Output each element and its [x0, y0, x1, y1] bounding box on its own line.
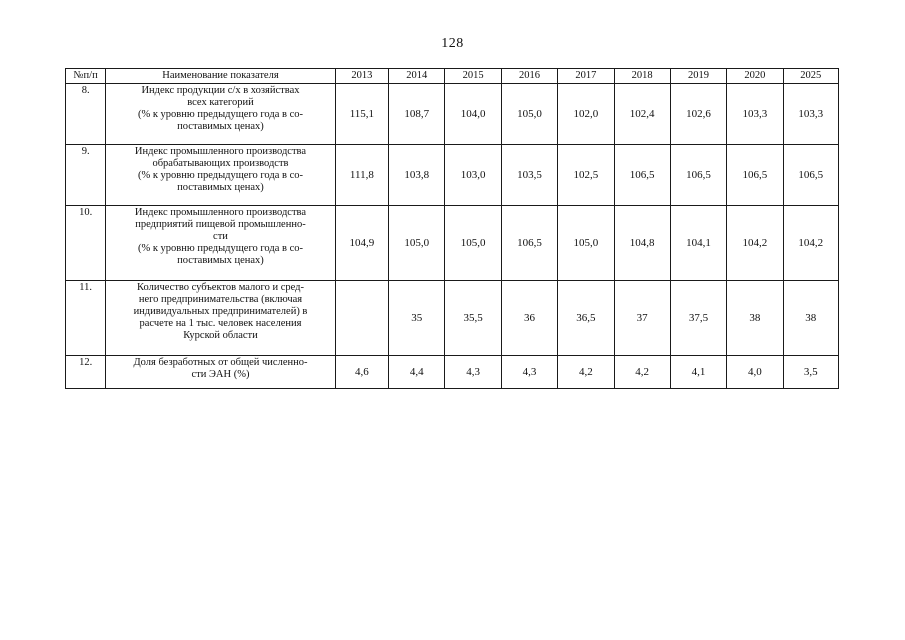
value-cell: 104,1	[670, 206, 726, 281]
value-cell: 38	[727, 281, 783, 356]
value-cell: 4,6	[335, 356, 388, 389]
indicator-name: Доля безработных от общей численно- сти ЭАН (%)	[106, 356, 335, 389]
row-number: 9.	[66, 145, 106, 206]
table-row	[66, 281, 839, 356]
value-cell: 103,3	[783, 84, 838, 145]
header-year: 2013	[335, 69, 388, 84]
header-year: 2015	[445, 69, 501, 84]
value-cell: 106,5	[501, 206, 557, 281]
value-cell: 37,5	[670, 281, 726, 356]
value-cell: 104,9	[335, 206, 388, 281]
value-cell: 3,5	[783, 356, 838, 389]
table-header-row	[66, 69, 839, 84]
value-cell: 37	[614, 281, 670, 356]
value-cell: 35	[389, 281, 445, 356]
value-cell: 106,5	[670, 145, 726, 206]
table-row	[66, 206, 839, 281]
value-cell: 105,0	[389, 206, 445, 281]
value-cell: 104,2	[783, 206, 838, 281]
value-cell: 104,2	[727, 206, 783, 281]
value-cell: 102,4	[614, 84, 670, 145]
value-cell: 115,1	[335, 84, 388, 145]
row-number: 10.	[66, 206, 106, 281]
value-cell: 108,7	[389, 84, 445, 145]
indicator-name: Количество субъектов малого и сред- него предпринимательства (включая индивидуальных предпринимателей) в расчете на 1 тыс. человек населения Курской области	[106, 281, 335, 356]
value-cell: 106,5	[614, 145, 670, 206]
table-row	[66, 84, 839, 145]
value-cell: 103,5	[501, 145, 557, 206]
value-cell: 4,3	[501, 356, 557, 389]
value-cell: 105,0	[501, 84, 557, 145]
value-cell: 36	[501, 281, 557, 356]
header-year: 2014	[389, 69, 445, 84]
value-cell: 35,5	[445, 281, 501, 356]
value-cell: 102,0	[558, 84, 614, 145]
value-cell: 4,4	[389, 356, 445, 389]
row-number: 12.	[66, 356, 106, 389]
value-cell: 102,5	[558, 145, 614, 206]
indicators-table	[65, 68, 839, 389]
value-cell: 103,3	[727, 84, 783, 145]
page-number: 128	[441, 36, 464, 51]
value-cell: 104,8	[614, 206, 670, 281]
header-num: №п/п	[66, 69, 106, 84]
indicator-name: Индекс продукции с/х в хозяйствах всех категорий (% к уровню предыдущего года в со- поставимых ценах)	[106, 84, 335, 145]
indicator-name: Индекс промышленного производства предприятий пищевой промышленно- сти (% к уровню предыдущего года в со- поставимых ценах)	[106, 206, 335, 281]
header-year: 2019	[670, 69, 726, 84]
value-cell: 4,3	[445, 356, 501, 389]
header-year: 2020	[727, 69, 783, 84]
value-cell: 106,5	[727, 145, 783, 206]
value-cell: 105,0	[445, 206, 501, 281]
value-cell: 36,5	[558, 281, 614, 356]
header-name: Наименование показателя	[106, 69, 335, 84]
row-number: 11.	[66, 281, 106, 356]
value-cell: 103,0	[445, 145, 501, 206]
value-cell: 38	[783, 281, 838, 356]
value-cell: 103,8	[389, 145, 445, 206]
value-cell: 104,0	[445, 84, 501, 145]
header-year: 2017	[558, 69, 614, 84]
value-cell: 111,8	[335, 145, 388, 206]
value-cell: 102,6	[670, 84, 726, 145]
table-row	[66, 356, 839, 389]
header-year: 2016	[501, 69, 557, 84]
value-cell: 105,0	[558, 206, 614, 281]
value-cell: 4,2	[614, 356, 670, 389]
header-year: 2018	[614, 69, 670, 84]
value-cell: 4,2	[558, 356, 614, 389]
value-cell: 4,1	[670, 356, 726, 389]
value-cell: 106,5	[783, 145, 838, 206]
row-number: 8.	[66, 84, 106, 145]
value-cell: 4,0	[727, 356, 783, 389]
header-year: 2025	[783, 69, 838, 84]
value-cell	[335, 281, 388, 356]
table-row	[66, 145, 839, 206]
indicator-name: Индекс промышленного производства обрабатывающих производств (% к уровню предыдущего года в со- поставимых ценах)	[106, 145, 335, 206]
